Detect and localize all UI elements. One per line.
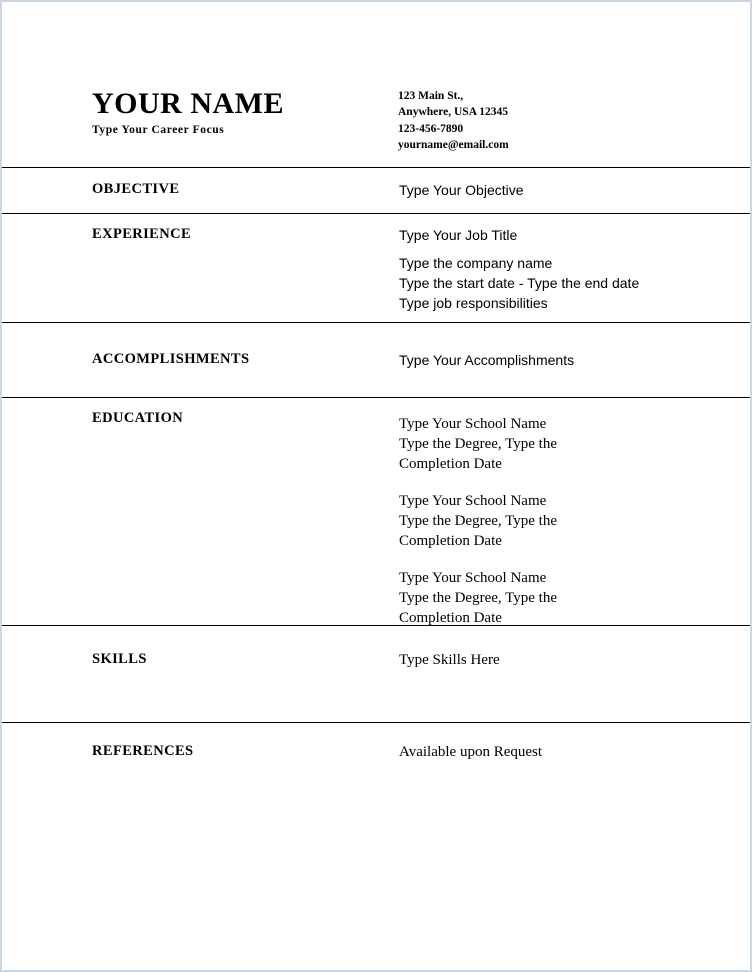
name-block: [92, 88, 284, 136]
education-degree-line-2: Completion Date: [399, 609, 502, 626]
section-education: [2, 398, 750, 625]
skills-text: Type Skills Here: [399, 652, 500, 668]
education-school: Type Your School Name: [399, 416, 547, 432]
education-school: Type Your School Name: [399, 492, 547, 509]
section-content-accomplishments: [399, 351, 730, 371]
education-degree-line-1: Type the Degree, Type the: [399, 589, 557, 606]
contact-email: yourname@email.com: [398, 138, 509, 151]
experience-responsibilities: Type job responsibilities: [399, 294, 548, 311]
experience-dates: Type the start date - Type the end date: [399, 274, 640, 291]
section-label-references: REFERENCES: [92, 743, 194, 759]
section-content-objective: [399, 181, 730, 201]
education-degree-line-2: Completion Date: [399, 455, 502, 472]
section-accomplishments: [2, 323, 750, 397]
objective-text: Type Your Objective: [399, 182, 524, 198]
section-label-experience: EXPERIENCE: [92, 226, 192, 242]
education-entry: [399, 492, 730, 552]
resume-sheet: [2, 2, 750, 970]
career-focus: Type Your Career Focus: [92, 123, 225, 136]
section-label-accomplishments: ACCOMPLISHMENTS: [92, 351, 250, 367]
contact-address: 123 Main St.,: [398, 90, 464, 102]
section-content-education: [399, 415, 730, 628]
section-content-references: [399, 743, 730, 763]
experience-company: Type the company name: [399, 254, 553, 271]
contact-city-state: Anywhere, USA 12345: [398, 106, 509, 119]
section-references: [2, 723, 750, 903]
section-label-education: EDUCATION: [92, 410, 184, 426]
page-title: YOUR NAME: [92, 87, 284, 120]
experience-job-title: Type Your Job Title: [399, 227, 518, 243]
section-content-skills: [399, 651, 730, 671]
section-label-skills: SKILLS: [92, 651, 147, 667]
section-objective: [2, 168, 750, 213]
section-label-objective: OBJECTIVE: [92, 181, 180, 197]
education-degree-line-1: Type the Degree, Type the: [399, 512, 557, 529]
section-content-experience: [399, 226, 730, 314]
education-school: Type Your School Name: [399, 569, 547, 586]
education-degree-line-1: Type the Degree, Type the: [399, 435, 557, 452]
section-experience: [2, 214, 750, 322]
section-skills: [2, 626, 750, 722]
education-degree-line-2: Completion Date: [399, 532, 502, 549]
contact-block: [398, 88, 509, 153]
education-entry: [399, 415, 730, 475]
accomplishments-text: Type Your Accomplishments: [399, 352, 575, 368]
resume-header: [2, 2, 750, 167]
references-text: Available upon Request: [399, 744, 543, 760]
contact-phone: 123-456-7890: [398, 122, 464, 135]
education-entry: [399, 569, 730, 629]
